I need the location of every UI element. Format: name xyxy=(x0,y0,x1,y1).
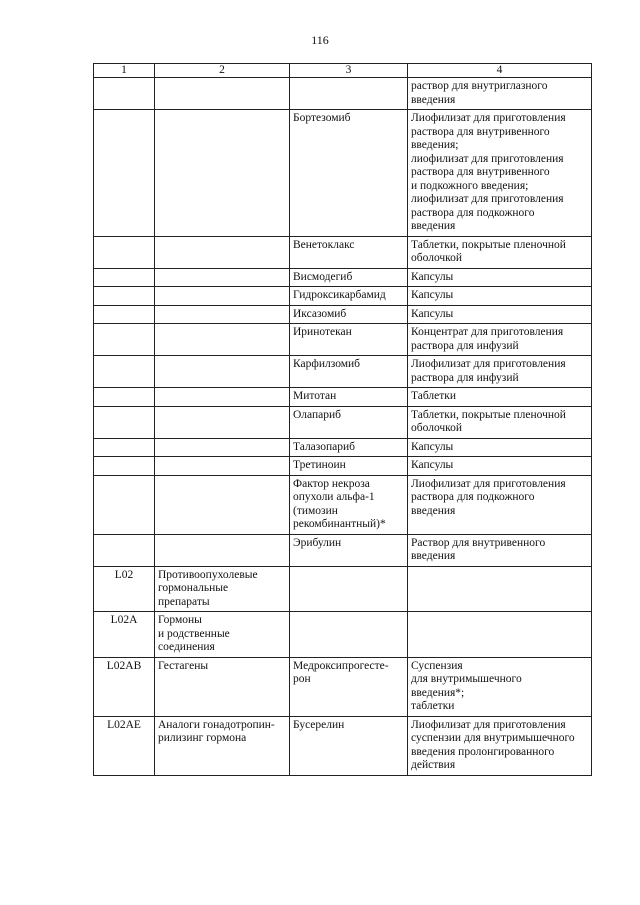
drug-name-cell xyxy=(290,78,408,110)
header-cell-4: 4 xyxy=(408,64,592,78)
table-row xyxy=(94,305,592,324)
drug-name-cell: Бортезомиб xyxy=(290,110,408,237)
table-row xyxy=(94,612,592,658)
table-row xyxy=(94,236,592,268)
group-name-cell xyxy=(155,287,290,306)
table-row xyxy=(94,287,592,306)
atc-code-cell xyxy=(94,475,155,534)
drug-name-cell: Гидроксикарбамид xyxy=(290,287,408,306)
dosage-form-cell xyxy=(408,612,592,658)
header-cell-3: 3 xyxy=(290,64,408,78)
dosage-form-cell: Лиофилизат для приготовления раствора для подкожного введения xyxy=(408,475,592,534)
group-name-cell xyxy=(155,305,290,324)
drug-name-cell: Митотан xyxy=(290,388,408,407)
atc-code-cell xyxy=(94,110,155,237)
drug-table xyxy=(93,63,592,776)
group-name-cell xyxy=(155,475,290,534)
table-row xyxy=(94,388,592,407)
table-body xyxy=(94,64,592,776)
group-name-cell: Гормоны и родственные соединения xyxy=(155,612,290,658)
table-row xyxy=(94,566,592,612)
table-row xyxy=(94,475,592,534)
atc-code-cell xyxy=(94,438,155,457)
drug-name-cell: Талазопариб xyxy=(290,438,408,457)
atc-code-cell xyxy=(94,236,155,268)
table-row xyxy=(94,356,592,388)
drug-name-cell: Висмодегиб xyxy=(290,268,408,287)
table-row xyxy=(94,534,592,566)
group-name-cell: Аналоги гонадотропин- рилизинг гормона xyxy=(155,716,290,775)
atc-code-cell xyxy=(94,534,155,566)
atc-code-cell xyxy=(94,457,155,476)
atc-code-cell: L02AB xyxy=(94,657,155,716)
drug-name-cell: Бусерелин xyxy=(290,716,408,775)
drug-name-cell: Олапариб xyxy=(290,406,408,438)
dosage-form-cell: Лиофилизат для приготовления раствора для внутривенного введения; лиофилизат для приготовления раствора для внутривенного и подкожного введения; лиофилизат для приготовления раствора для подкожного введения xyxy=(408,110,592,237)
drug-name-cell xyxy=(290,566,408,612)
atc-code-cell xyxy=(94,388,155,407)
drug-name-cell: Эрибулин xyxy=(290,534,408,566)
drug-name-cell: Венетоклакс xyxy=(290,236,408,268)
dosage-form-cell: Капсулы xyxy=(408,287,592,306)
dosage-form-cell: Капсулы xyxy=(408,268,592,287)
atc-code-cell xyxy=(94,324,155,356)
group-name-cell xyxy=(155,406,290,438)
atc-code-cell xyxy=(94,287,155,306)
header-row xyxy=(94,64,592,78)
drug-name-cell xyxy=(290,612,408,658)
atc-code-cell xyxy=(94,78,155,110)
drug-name-cell: Медроксипрогесте- рон xyxy=(290,657,408,716)
group-name-cell xyxy=(155,388,290,407)
dosage-form-cell: Лиофилизат для приготовления раствора для инфузий xyxy=(408,356,592,388)
atc-code-cell: L02 xyxy=(94,566,155,612)
dosage-form-cell: Суспензия для внутримышечного введения*; таблетки xyxy=(408,657,592,716)
group-name-cell: Гестагены xyxy=(155,657,290,716)
table-row xyxy=(94,438,592,457)
table-row xyxy=(94,324,592,356)
drug-name-cell: Иксазомиб xyxy=(290,305,408,324)
dosage-form-cell: Таблетки, покрытые пленочной оболочкой xyxy=(408,236,592,268)
drug-name-cell: Иринотекан xyxy=(290,324,408,356)
header-cell-1: 1 xyxy=(94,64,155,78)
table-row xyxy=(94,78,592,110)
dosage-form-cell: раствор для внутриглазного введения xyxy=(408,78,592,110)
atc-code-cell: L02A xyxy=(94,612,155,658)
dosage-form-cell: Концентрат для приготовления раствора для инфузий xyxy=(408,324,592,356)
group-name-cell xyxy=(155,356,290,388)
dosage-form-cell: Капсулы xyxy=(408,305,592,324)
dosage-form-cell: Раствор для внутривенного введения xyxy=(408,534,592,566)
group-name-cell xyxy=(155,110,290,237)
group-name-cell: Противоопухолевые гормональные препараты xyxy=(155,566,290,612)
dosage-form-cell: Таблетки xyxy=(408,388,592,407)
table-row xyxy=(94,406,592,438)
atc-code-cell xyxy=(94,356,155,388)
group-name-cell xyxy=(155,268,290,287)
header-cell-2: 2 xyxy=(155,64,290,78)
table-row xyxy=(94,268,592,287)
drug-name-cell: Третиноин xyxy=(290,457,408,476)
table-row xyxy=(94,457,592,476)
atc-code-cell xyxy=(94,305,155,324)
atc-code-cell: L02AE xyxy=(94,716,155,775)
table-row xyxy=(94,110,592,237)
group-name-cell xyxy=(155,534,290,566)
drug-name-cell: Карфилзомиб xyxy=(290,356,408,388)
table-row xyxy=(94,716,592,775)
drug-name-cell: Фактор некроза опухоли альфа-1 (тимозин рекомбинантный)* xyxy=(290,475,408,534)
dosage-form-cell: Капсулы xyxy=(408,457,592,476)
group-name-cell xyxy=(155,457,290,476)
group-name-cell xyxy=(155,324,290,356)
atc-code-cell xyxy=(94,406,155,438)
dosage-form-cell xyxy=(408,566,592,612)
table-row xyxy=(94,657,592,716)
group-name-cell xyxy=(155,236,290,268)
dosage-form-cell: Таблетки, покрытые пленочной оболочкой xyxy=(408,406,592,438)
dosage-form-cell: Капсулы xyxy=(408,438,592,457)
atc-code-cell xyxy=(94,268,155,287)
dosage-form-cell: Лиофилизат для приготовления суспензии для внутримышечного введения пролонгированного действия xyxy=(408,716,592,775)
group-name-cell xyxy=(155,438,290,457)
group-name-cell xyxy=(155,78,290,110)
page-number: 116 xyxy=(311,33,329,47)
